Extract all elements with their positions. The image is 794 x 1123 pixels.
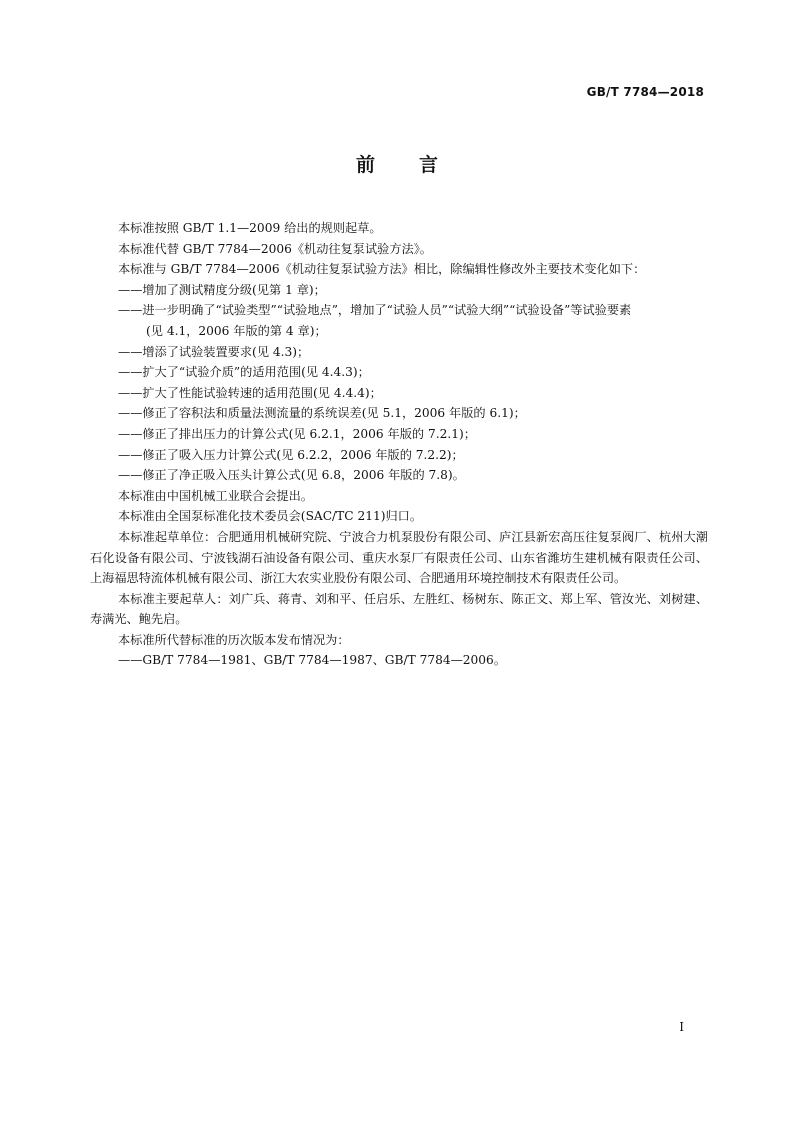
history-item: ——GB/T 7784—1981、GB/T 7784—1987、GB/T 7784—2006。 <box>118 653 507 668</box>
foreword-line: 本标准代替 GB/T 7784—2006《机动往复泵试验方法》。 <box>118 241 432 256</box>
change-item: ——修正了吸入压力计算公式(见 6.2.2，2006 年版的 7.2.2)； <box>118 447 464 462</box>
change-item: ——扩大了“试验介质”的适用范围(见 4.4.3)； <box>118 365 370 380</box>
page-number: I <box>679 1020 684 1034</box>
change-item: ——增添了试验装置要求(见 4.3)； <box>118 344 310 359</box>
foreword-line: 本标准由全国泵标准化技术委员会(SAC/TC 211)归口。 <box>118 509 423 524</box>
change-item: ——增加了测试精度分级(见第 1 章)； <box>118 282 326 297</box>
foreword-line: 本标准与 GB/T 7784—2006《机动往复泵试验方法》相比，除编辑性修改外主要技术变化如下： <box>118 262 646 277</box>
change-item: ——修正了排出压力的计算公式(见 6.2.1，2006 年版的 7.2.1)； <box>118 426 476 441</box>
title-char-1: 前 <box>355 154 375 176</box>
history-intro: 本标准所代替标准的历次版本发布情况为： <box>118 632 350 647</box>
title-char-2: 言 <box>419 154 439 176</box>
foreword-line: 本标准按照 GB/T 1.1—2009 给出的规则起草。 <box>118 221 382 235</box>
change-item: ——进一步明确了“试验类型”“试验地点”，增加了“试验人员”“试验大纲”“试验设备”等试验要素 <box>118 303 632 318</box>
foreword-body <box>90 218 708 671</box>
drafters-paragraph: 本标准主要起草人：刘广兵、蒋青、刘和平、任启乐、左胜红、杨树东、陈正文、郑上军、管汝光、刘树建、寿满光、鲍先启。 <box>90 591 708 627</box>
change-item-continuation: (见 4.1，2006 年版的第 4 章)； <box>146 323 327 338</box>
standard-code-header: GB/T 7784—2018 <box>586 85 704 99</box>
foreword-line: 本标准由中国机械工业联合会提出。 <box>118 488 313 503</box>
page-title <box>0 150 794 177</box>
change-item: ——修正了净正吸入压头计算公式(见 6.8，2006 年版的 7.8)。 <box>118 468 465 483</box>
drafting-units-paragraph: 本标准起草单位：合肥通用机械研究院、宁波合力机泵股份有限公司、庐江县新宏高压往复泵阀厂、杭州大潮石化设备有限公司、宁波钱湖石油设备有限公司、重庆水泵厂有限责任公司、山东省潍坊生建机械有限责任公司、上海福思特流体机械有限公司、浙江大农实业股份有限公司、合肥通用环境控制技术有限责任公司。 <box>90 529 708 586</box>
change-item: ——扩大了性能试验转速的适用范围(见 4.4.4)； <box>118 385 382 400</box>
change-item: ——修正了容积法和质量法测流量的系统误差(见 5.1，2006 年版的 6.1)； <box>118 406 526 421</box>
